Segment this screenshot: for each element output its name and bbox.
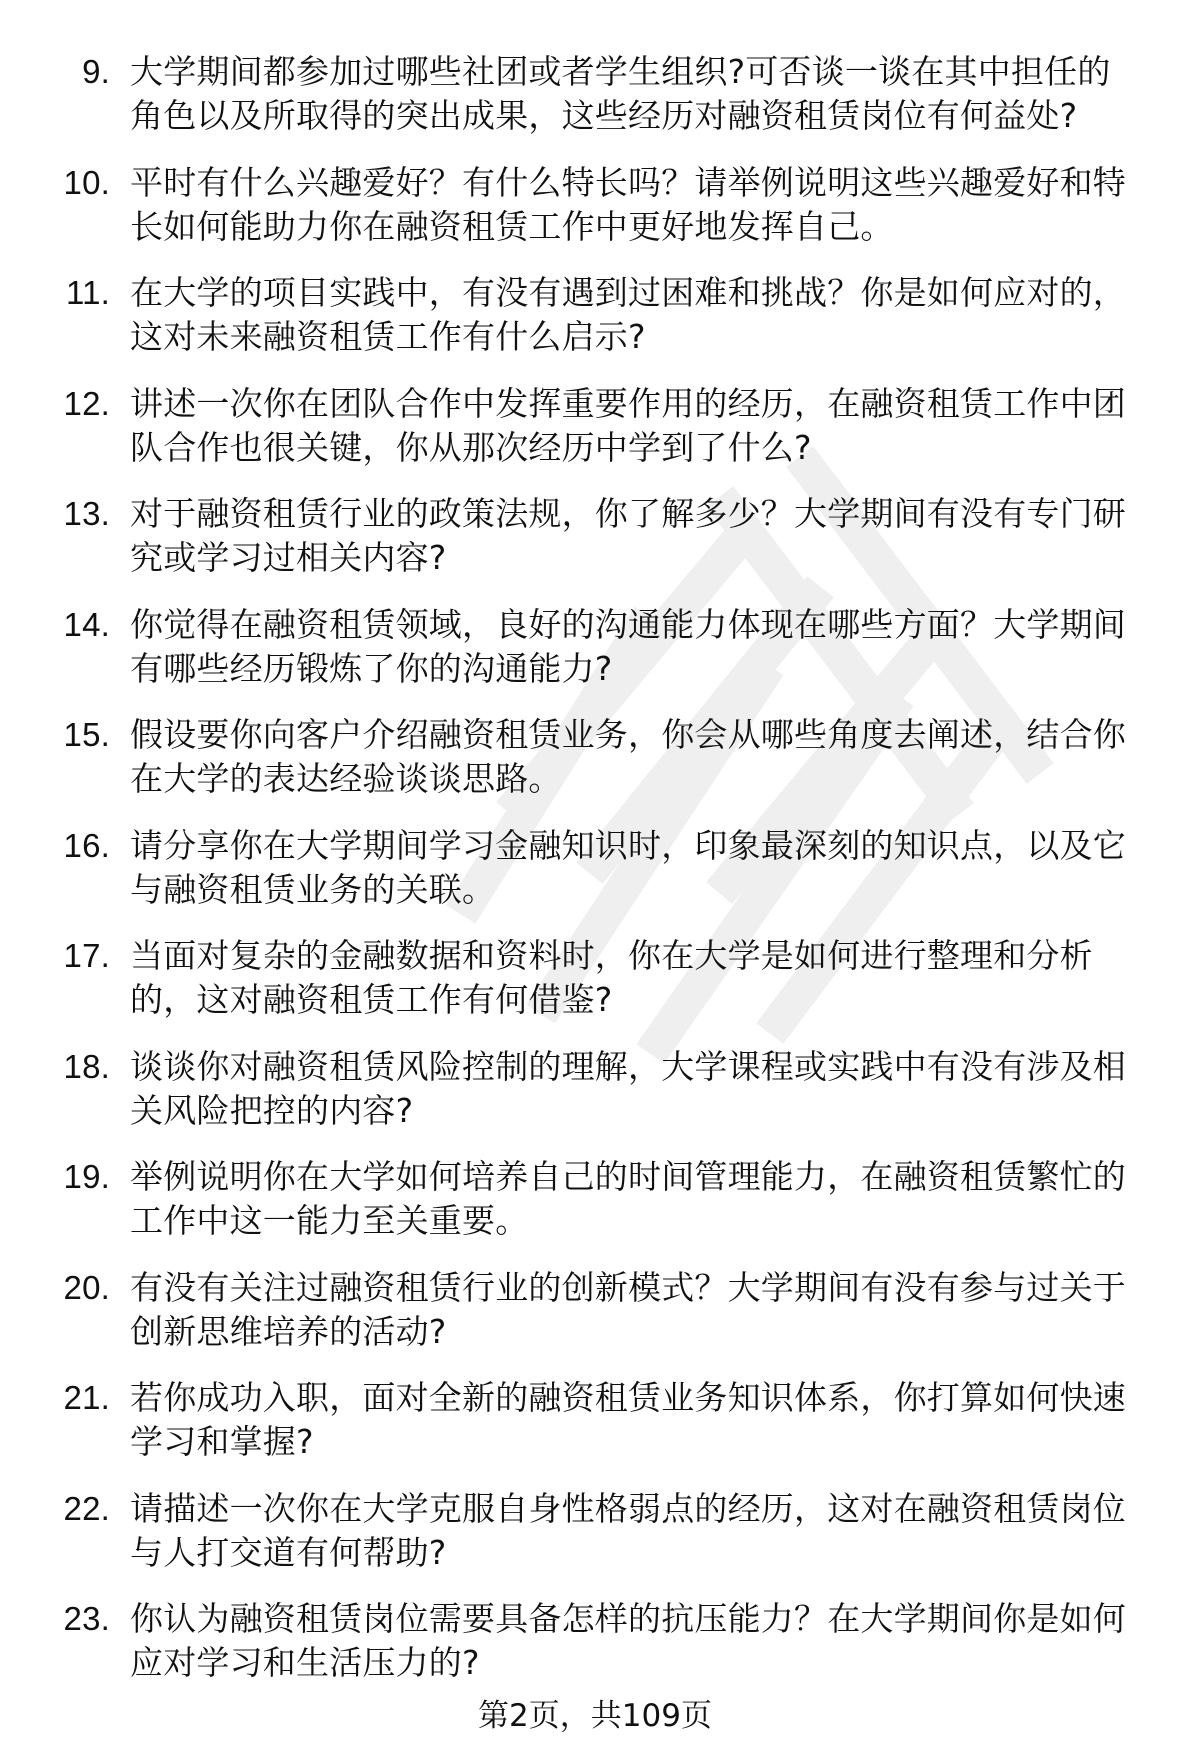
list-item [0,161,1190,249]
question-text: 若你成功入职，面对全新的融资租赁业务知识体系，你打算如何快速学习和掌握? [130,1378,1126,1461]
question-text: 平时有什么兴趣爱好？有什么特长吗？请举例说明这些兴趣爱好和特长如何能助力你在融资租赁工作中更好地发挥自己。 [130,162,1126,246]
question-number: 11. [65,274,110,311]
question-text: 当面对复杂的金融数据和资料时，你在大学是如何进行整理和分析的，这对融资租赁工作有何借鉴? [130,936,1093,1019]
list-item [0,934,1190,1022]
list-item [0,1155,1190,1243]
list-item [0,1376,1190,1464]
question-text: 你认为融资租赁岗位需要具备怎样的抗压能力？在大学期间你是如何应对学习和生活压力的? [130,1599,1126,1682]
question-number: 23. [63,1600,110,1637]
list-item [0,824,1190,912]
question-number: 10. [63,163,110,201]
list-item [0,50,1190,138]
question-text: 请描述一次你在大学克服自身性格弱点的经历，这对在融资租赁岗位与人打交道有何帮助? [130,1488,1126,1572]
list-item [0,492,1190,580]
question-text: 在大学的项目实践中，有没有遇到过困难和挑战？你是如何应对的，这对未来融资租赁工作有什么启示? [130,273,1126,356]
list-item [0,1045,1190,1133]
question-text: 大学期间都参加过哪些社团或者学生组织?可否谈一谈在其中担任的角色以及所取得的突出成果，这些经历对融资租赁岗位有何益处? [130,52,1111,135]
question-number: 19. [63,1158,110,1195]
list-item [0,1266,1190,1354]
question-number: 18. [63,1047,110,1085]
question-number: 13. [63,495,110,532]
question-number: 14. [63,605,110,643]
question-list [0,50,1190,1708]
question-text: 讲述一次你在团队合作中发挥重要作用的经历，在融资租赁工作中团队合作也很关键，你从那次经历中学到了什么? [130,383,1126,467]
question-text: 请分享你在大学期间学习金融知识时，印象最深刻的知识点，以及它与融资租赁业务的关联。 [130,825,1126,909]
list-item [0,271,1190,359]
question-number: 20. [63,1268,110,1306]
question-number: 21. [63,1379,110,1416]
question-text: 对于融资租赁行业的政策法规，你了解多少？大学期间有没有专门研究或学习过相关内容? [130,494,1126,577]
list-item [0,1487,1190,1575]
question-text: 举例说明你在大学如何培养自己的时间管理能力，在融资租赁繁忙的工作中这一能力至关重要。 [130,1157,1126,1240]
question-number: 12. [63,384,110,422]
list-item [0,603,1190,691]
question-text: 谈谈你对融资租赁风险控制的理解，大学课程或实践中有没有涉及相关风险把控的内容? [130,1046,1126,1130]
question-number: 22. [63,1489,110,1527]
list-item [0,713,1190,801]
question-number: 16. [63,826,110,864]
question-number: 17. [63,937,110,974]
list-item [0,1597,1190,1685]
list-item [0,382,1190,470]
question-number: 15. [63,716,110,753]
question-text: 你觉得在融资租赁领域，良好的沟通能力体现在哪些方面？大学期间有哪些经历锻炼了你的沟通能力? [130,604,1126,688]
question-text: 假设要你向客户介绍融资租赁业务，你会从哪些角度去阐述，结合你在大学的表达经验谈谈思路。 [130,715,1126,798]
question-number: 9. [82,53,110,90]
question-text: 有没有关注过融资租赁行业的创新模式？大学期间有没有参与过关于创新思维培养的活动? [130,1267,1126,1351]
page-number-footer: 第2页，共109页 [478,1698,712,1734]
